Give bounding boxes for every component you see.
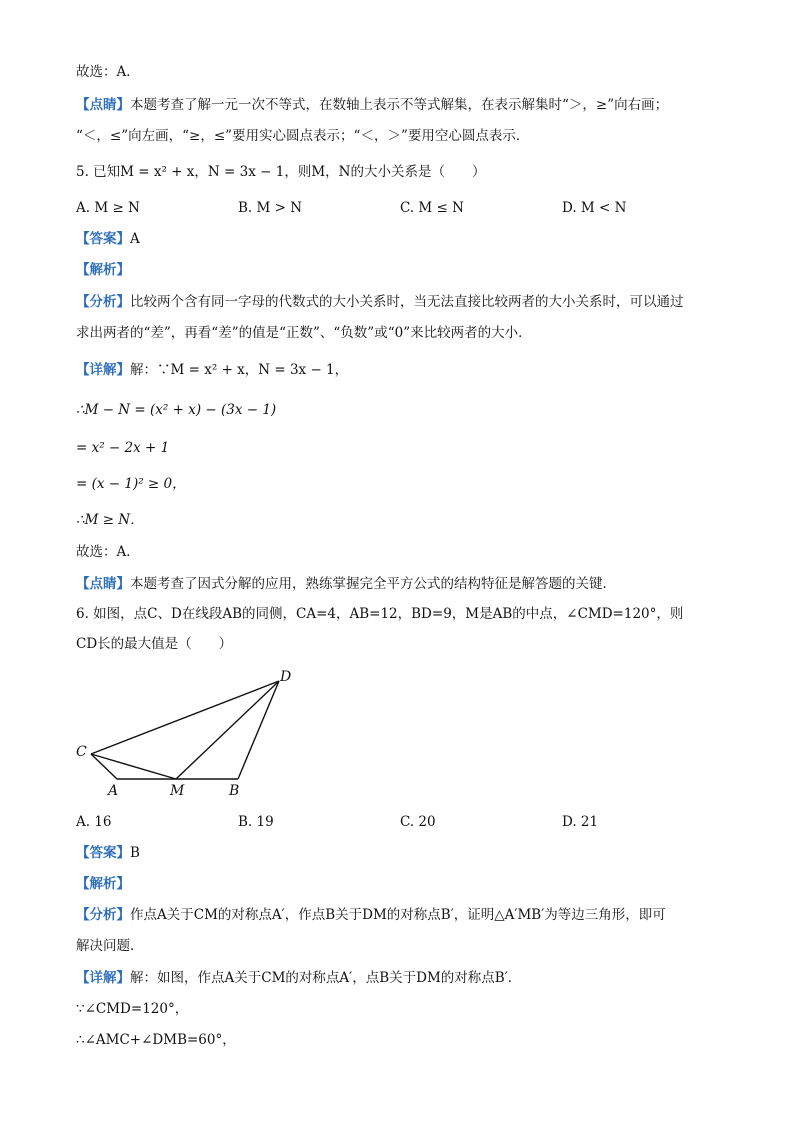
geometry-figure (60, 664, 320, 804)
text-line: 【详解】解：∵M = x² + x，N = 3x − 1， (76, 362, 349, 378)
math-line: = x² − 2x + 1 (76, 440, 170, 456)
q5-option-c: C. M ≤ N (400, 200, 464, 216)
q5-option-b: B. M > N (238, 200, 303, 216)
text-line: 故选：A． (76, 64, 140, 80)
segment-cd (91, 681, 279, 754)
text-line: 【分析】比较两个含有同一字母的代数式的大小关系时，当无法直接比较两者的大小关系时，可以通过 (76, 294, 684, 310)
math-line: = (x − 1)² ≥ 0， (76, 476, 186, 492)
label-b: B (229, 783, 240, 799)
q6-option-b: B. 19 (238, 814, 274, 830)
q6-option-d: D. 21 (562, 814, 599, 830)
q6-option-a: A. 16 (76, 814, 112, 830)
question-5-stem: 5. 已知M = x² + x，N = 3x − 1，则M，N的大小关系是（ ） (76, 164, 486, 180)
text-line: 【详解】解：如图，作点A关于CM的对称点A′，点B关于DM的对称点B′． (76, 970, 522, 986)
question-6-stem: 6. 如图，点C、D在线段AB的同侧，CA=4，AB=12，BD=9，M是AB的中点，∠CMD=120°，则 (76, 606, 684, 622)
q5-option-a: A. M ≥ N (76, 200, 140, 216)
label-m: M (170, 783, 185, 799)
analysis-heading: 【解析】 (76, 262, 130, 278)
q5-option-d: D. M < N (562, 200, 627, 216)
text-line: “＜，≤”向左画，“≥，≤”要用实心圆点表示；“＜，＞”要用空心圆点表示． (76, 128, 530, 144)
text-line: ∴∠AMC+∠DMB=60°， (76, 1032, 236, 1048)
text-line: ∵∠CMD=120°， (76, 1001, 189, 1017)
answer-line: 【答案】A (76, 231, 140, 247)
label-d: D (280, 669, 292, 685)
text-line: 解决问题． (76, 938, 144, 954)
math-line: ∴M − N = (x² + x) − (3x − 1) (76, 402, 277, 418)
text-line: 【分析】作点A关于CM的对称点A′，作点B关于DM的对称点B′，证明△A′MB′为等边三角形，即可 (76, 907, 666, 923)
text-line: 求出两者的“差”，再看“差”的值是“正数”、“负数”或“0”来比较两者的大小． (76, 325, 532, 341)
text-line: 【点睛】本题考查了解一元一次不等式，在数轴上表示不等式解集，在表示解集时“＞，≥”向右画； (76, 97, 669, 113)
question-6-stem: CD长的最大值是（ ） (76, 636, 233, 652)
analysis-heading: 【解析】 (76, 876, 130, 892)
math-line: ∴M ≥ N． (76, 512, 144, 528)
label-a: A (108, 783, 119, 799)
segment-bd (238, 681, 279, 779)
answer-line: 【答案】B (76, 845, 140, 861)
q6-option-c: C. 20 (400, 814, 436, 830)
segment-md (176, 681, 279, 779)
text-line: 【点睛】本题考查了因式分解的应用，熟练掌握完全平方公式的结构特征是解答题的关键． (76, 576, 616, 592)
text-line: 故选：A． (76, 544, 140, 560)
label-c: C (76, 744, 87, 760)
